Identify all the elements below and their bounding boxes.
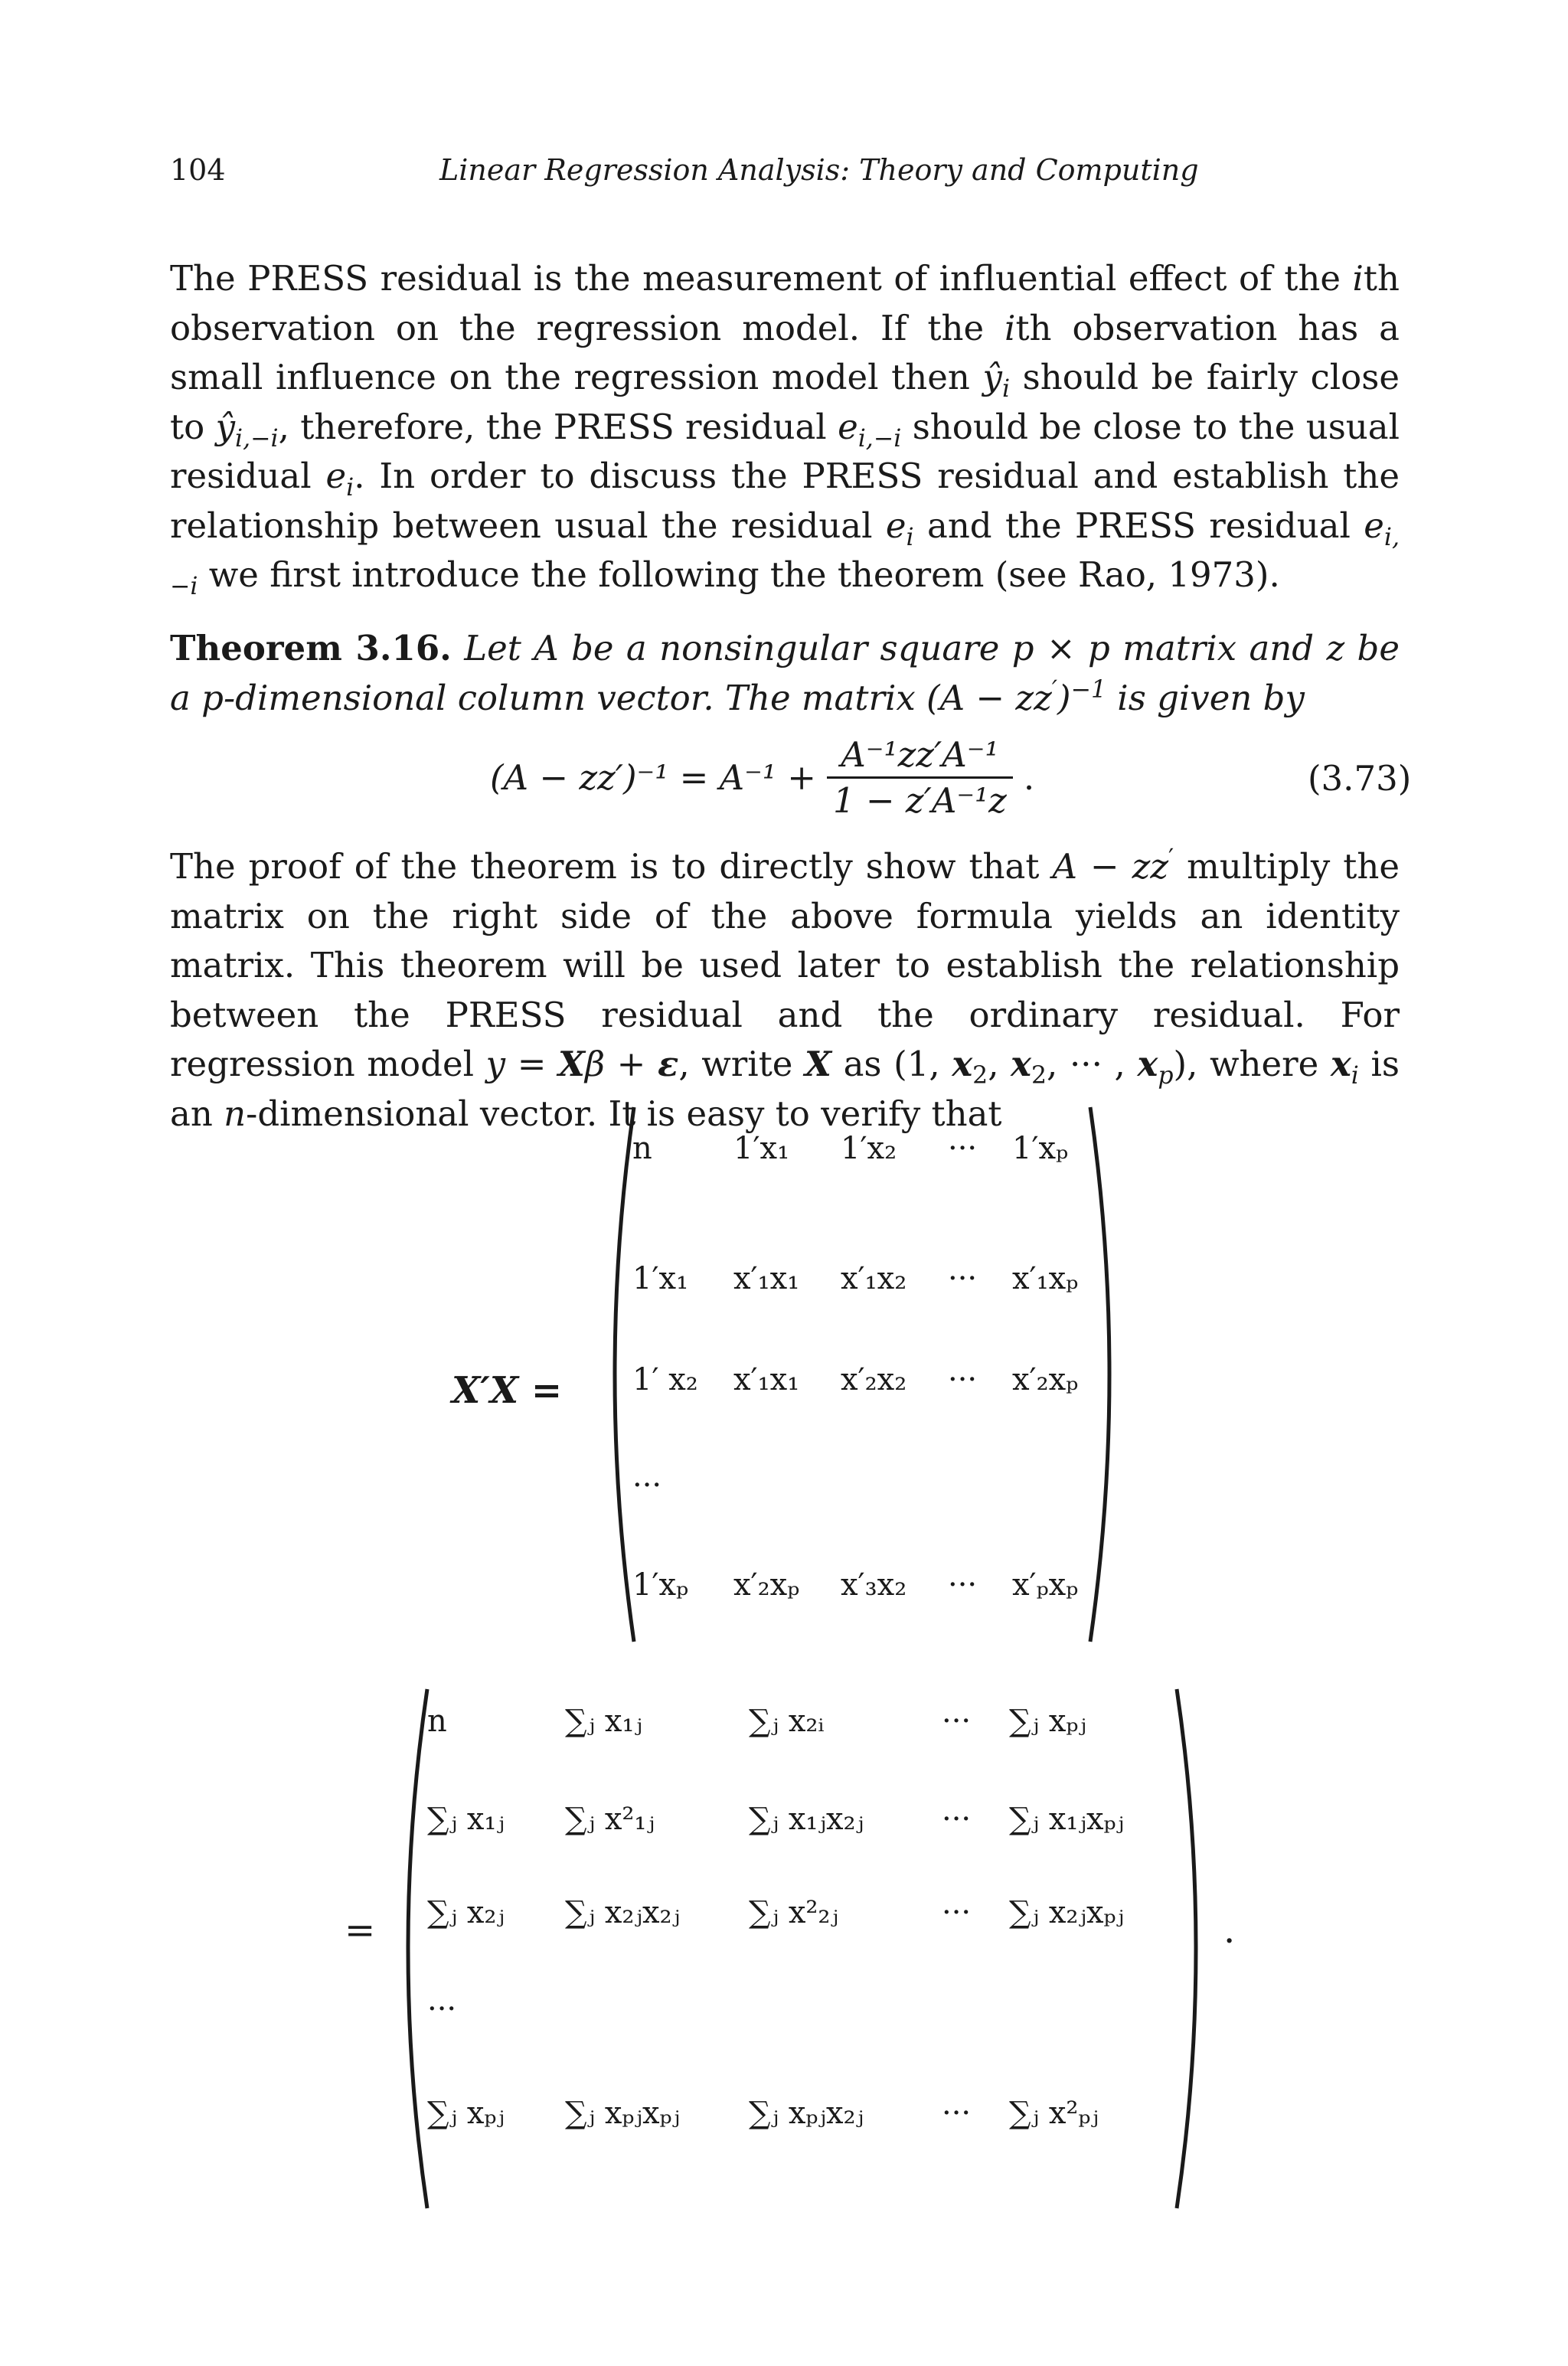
matrix-sum-cell-r5-c1: ∑ⱼ xₚⱼ: [427, 2096, 505, 2131]
matrix-sum-cell-r5-c5: ∑ⱼ x²ₚⱼ: [1009, 2096, 1099, 2131]
matrix-xtx-cell-r3-c2: x′₁x₁: [733, 1362, 800, 1397]
matrix-xtx-cell-r5-c4: ···: [948, 1567, 978, 1603]
matrix-sum-cell-r1-c5: ∑ⱼ xₚⱼ: [1009, 1704, 1086, 1739]
matrix-sum-cell-r3-c2: ∑ⱼ x₂ⱼx₂ⱼ: [565, 1895, 681, 1930]
matrix-sum-cell-r3-c3: ∑ⱼ x²₂ⱼ: [749, 1895, 839, 1930]
matrix-xtx-right-paren: [1081, 1103, 1135, 1646]
matrix-xtx-cell-r5-c5: x′ₚxₚ: [1012, 1567, 1079, 1603]
matrix-sum-cell-r4-c1: ···: [427, 1992, 457, 2027]
equation-lhs: (A − zz′)⁻¹ = A⁻¹ +: [490, 757, 816, 798]
equation-fraction: [827, 734, 1013, 821]
page-number: 104: [170, 153, 226, 187]
matrix-sum-cell-r3-c5: ∑ⱼ x₂ⱼxₚⱼ: [1009, 1895, 1125, 1930]
matrix-xtx-cell-r2-c2: x′₁x₁: [733, 1261, 800, 1296]
matrix-sum-cell-r5-c2: ∑ⱼ xₚⱼxₚⱼ: [565, 2096, 681, 2131]
matrix-sum-cell-r5-c4: ···: [942, 2096, 972, 2131]
matrix-xtx-cell-r3-c1: 1′ x₂: [632, 1362, 698, 1397]
matrix-xtx-cell-r2-c1: 1′x₁: [632, 1261, 689, 1296]
fraction-denominator: 1 − z′A⁻¹z: [827, 776, 1013, 818]
matrix-sum-cell-r2-c1: ∑ⱼ x₁ⱼ: [427, 1802, 505, 1837]
fraction-numerator: A⁻¹zz′A⁻¹: [841, 734, 999, 775]
matrix-xtx-cell-r1-c2: 1′x₁: [733, 1131, 790, 1166]
matrix-xtx-cell-r1-c3: 1′x₂: [841, 1131, 897, 1166]
matrix-sum-cell-r5-c3: ∑ⱼ xₚⱼx₂ⱼ: [749, 2096, 864, 2131]
matrix-xtx-cell-r5-c2: x′₂xₚ: [733, 1567, 800, 1603]
running-title: Linear Regression Analysis: Theory and Computing: [439, 153, 1199, 187]
theorem-label: Theorem 3.16.: [170, 628, 452, 668]
matrix-sum-cell-r3-c1: ∑ⱼ x₂ⱼ: [427, 1895, 505, 1930]
matrix-sum-cell-r1-c3: ∑ⱼ x₂ᵢ: [749, 1704, 825, 1739]
matrix-sum-cell-r1-c4: ···: [942, 1704, 972, 1739]
matrix-xtx-cell-r4-c1: ···: [632, 1468, 662, 1503]
matrix-xtx-cell-r2-c4: ···: [948, 1261, 978, 1296]
matrix-xtx-cell-r5-c3: x′₃x₂: [841, 1567, 907, 1603]
paragraph-press-residual: The PRESS residual is the measurement of influential effect of the ith observation on the regression model. If the ith observation has a small influence on the regression model then $ŷ_i$ should be fairly close to $ŷ_{i,-i}$, therefore, the PRESS residual $e_{i,-i}$ should be close to the usual residual $e_i$. In order to discuss the PRESS residual and establish the relationship between usual the residual $e_i$ and the PRESS residual $e_{i,-i}$ we first introduce the following the theorem (see Rao, 1973).: [170, 258, 1400, 600]
matrix-sum-cell-r3-c4: ···: [942, 1895, 972, 1930]
matrix-xtx-cell-r5-c1: 1′xₚ: [632, 1567, 689, 1603]
matrix-sum-cell-r2-c5: ∑ⱼ x₁ⱼxₚⱼ: [1009, 1802, 1125, 1837]
matrix-sum-cell-r2-c4: ···: [942, 1802, 972, 1837]
matrix-sum-cell-r2-c3: ∑ⱼ x₁ⱼx₂ⱼ: [749, 1802, 864, 1837]
matrix-sum-period: .: [1223, 1909, 1236, 1952]
matrix-sum-left-paren: [383, 1685, 436, 2213]
matrix-xtx-cell-r3-c5: x′₂xₚ: [1012, 1362, 1079, 1397]
matrix-xtx-lhs: X′X =: [452, 1369, 563, 1412]
matrix-xtx-cell-r2-c3: x′₁x₂: [841, 1261, 907, 1296]
matrix-sum-cell-r1-c1: n: [427, 1704, 447, 1739]
matrix-xtx-cell-r1-c1: n: [632, 1131, 652, 1166]
equation-number: (3.73): [1308, 758, 1412, 799]
matrix-xtx-cell-r1-c5: 1′xₚ: [1012, 1131, 1069, 1166]
matrix-sum-cell-r2-c2: ∑ⱼ x²₁ⱼ: [565, 1802, 655, 1837]
paragraph-proof: The proof of the theorem is to directly show that A − zz′ multiply the matrix on the right side of the above formula yields an identity matrix. This theorem will be used later to establish the relationship between the PRESS residual and the ordinary residual. For regression model y = Xβ + ε, write X as (1, $x_2$, $x_2$, ··· , $x_p$), where $x_i$ is an n-dimensional vector. It is easy to verify that: [170, 845, 1400, 1134]
equation-3-73: (A − zz′)⁻¹ = A⁻¹ + $\frac{\text{A⁻¹zz′A⁻¹}}{\text{1 − z′A⁻¹z}}$ .: [490, 734, 1035, 821]
matrix-sum-right-paren: [1168, 1685, 1221, 2213]
matrix-sum-equals: =: [345, 1909, 376, 1952]
theorem-3-16: Theorem 3.16. Let A be a nonsingular square p × p matrix and z be a p-dimensional column vector. The matrix $(A - zz')^{-1}$ is given by: [170, 628, 1400, 718]
matrix-xtx-cell-r3-c3: x′₂x₂: [841, 1362, 907, 1397]
matrix-xtx-cell-r1-c4: ···: [948, 1131, 978, 1166]
matrix-xtx-cell-r2-c5: x′₁xₚ: [1012, 1261, 1079, 1296]
matrix-sum-cell-r1-c2: ∑ⱼ x₁ⱼ: [565, 1704, 642, 1739]
matrix-xtx-cell-r3-c4: ···: [948, 1362, 978, 1397]
